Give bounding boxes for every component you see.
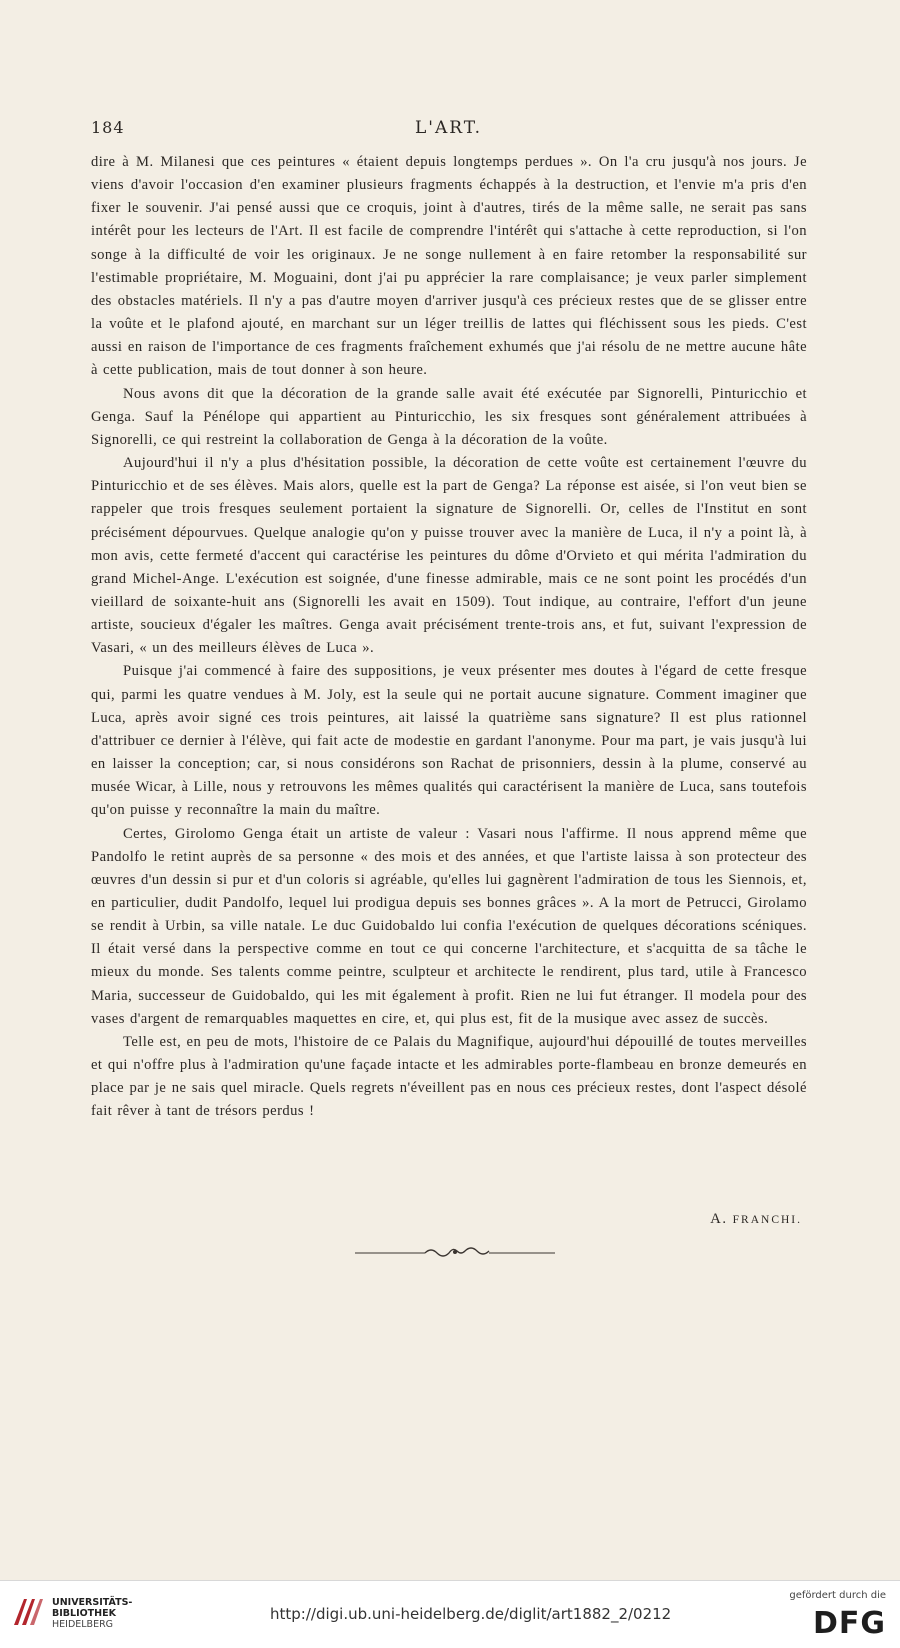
page-header bbox=[91, 118, 806, 140]
paragraph: Certes, Girolomo Genga était un artiste de valeur : Vasari nous l'affirme. Il nous apprend même que Pandolfo le retint auprès de sa personne « des mois et des années, et que l'artiste laissa à son protecteur des œuvres d'un dessin si pur et d'un coloris si agréable, qu'elles lui gagnèrent l'admiration de tous les Siennois, et, en particulier, dudit Pandolfo, lequel lui prodigua depuis ses bonnes grâces ». A la mort de Petrucci, Girolamo se rendit à Urbin, sa ville natale. Le duc Guidobaldo lui confia l'exécution de quelques décorations scéniques. Il était versé dans la perspective comme en tout ce qui concerne l'architecture, et s'acquitta de sa tâche le mieux du monde. Ses talents comme peintre, sculpteur et architecte le rendirent, plus tard, utile à Francesco Maria, successeur de Guidobaldo, qui les mit également à profit. Rien ne lui fut étranger. Il modela pour des vases d'argent de remarquables maquettes en cire, et, qui plus est, fit de la musique avec assez de succès. bbox=[91, 825, 807, 1027]
permalink-url[interactable]: http://digi.ub.uni-heidelberg.de/diglit/art1882_2/0212 bbox=[270, 1605, 672, 1623]
author-name: FRANCHI. bbox=[732, 1214, 802, 1226]
page-number: 184 bbox=[91, 118, 125, 137]
viewer-footer bbox=[0, 1580, 900, 1648]
funded-by-label: gefördert durch die bbox=[789, 1590, 886, 1601]
article-body bbox=[91, 151, 807, 1124]
paragraph: Telle est, en peu de mots, l'histoire de ce Palais du Magnifique, aujourd'hui dépouillé de toutes merveilles et qui n'offre plus à l'admiration qu'une façade intacte et les admirables porte-flambeau en bronze demeurés en place par je ne sais quel miracle. Quels regrets n'éveillent pas en nous ces précieux restes, dont l'aspect désolé fait rêver à tant de trésors perdus ! bbox=[91, 1033, 807, 1120]
dfg-logo: DFG bbox=[812, 1606, 886, 1641]
running-title: L'ART. bbox=[415, 118, 482, 138]
author-signature bbox=[710, 1211, 802, 1228]
paragraph: Nous avons dit que la décoration de la grande salle avait été exécutée par Signorelli, Pinturicchio et Genga. Sauf la Pénélope qui appartient au Pinturicchio, les six fresques sont généralement attribuées à Signorelli, ce qui restreint la collaboration de Genga à la décoration de la voûte. bbox=[91, 385, 807, 448]
author-initial: A. bbox=[710, 1211, 728, 1227]
paragraph: Aujourd'hui il n'y a plus d'hésitation possible, la décoration de cette voûte est certainement l'œuvre du Pinturicchio et de ses élèves. Mais alors, quelle est la part de Genga? La réponse est aisée, si l'on veut bien se rappeler que trois fresques seulement portaient la signature de Signorelli. Or, celles de l'Institut en sont précisément dépourvues. Quelque analogie qu'on y puisse trouver avec la manière de Luca, il n'y a point là, à mon avis, cette fermeté d'accent qui caractérise les peintures du dôme d'Orvieto et qui mérita l'admiration du grand Michel-Ange. L'exécution est soignée, d'une finesse admirable, mais ce ne sont point les procédés d'un vieillard de soixante-huit ans (Signorelli les avait en 1509). Tout indique, au contraire, l'effort d'un jeune artiste, soucieux d'égaler les maîtres. Genga avait précisément trente-trois ans, et fut, suivant l'expression de Vasari, « un des meilleurs élèves de Luca ». bbox=[91, 455, 807, 657]
paragraph: Puisque j'ai commencé à faire des suppositions, je veux présenter mes doutes à l'égard de cette fresque qui, parmi les quatre vendues à M. Joly, est la seule qui ne portait aucune signature. Comment imaginer que Luca, après avoir signé ces trois peintures, ait laissé la quatrième sans signature? Il est plus rationnel d'attribuer ce dernier à l'élève, qui fait acte de modestie en gardant l'anonyme. Pour ma part, je vais jusqu'à lui en laisser la conception; car, si nous considérons son Rachat de prisonniers, dessin à la plume, conservé au musée Wicar, à Lille, nous y retrouvons les mêmes qualités qui caractérisent la manière de Luca, sans toutefois qu'on puisse y reconnaître la main du maître. bbox=[91, 663, 807, 819]
end-ornament-icon bbox=[355, 1244, 555, 1262]
paragraph: dire à M. Milanesi que ces peintures « étaient depuis longtemps perdues ». On l'a cru jusqu'à nos jours. Je viens d'avoir l'occasion d'en examiner plusieurs fragments échappés à la destruction, et l'envie m'a pris d'en fixer le souvenir. J'ai pensé aussi que ce croquis, joint à d'autres, tirés de la même salle, ne serait pas sans intérêt pour les lecteurs de l'Art. Il est facile de comprendre l'intérêt qui s'attache à cette reproduction, si l'on songe à la difficulté de voir les originaux. Je ne songe nullement à en faire retomber la responsabilité sur l'estimable propriétaire, M. Moguaini, dont j'ai pu apprécier la rare complaisance; je veux parler simplement des obstacles matériels. Il n'y a pas d'autre moyen d'arriver jusqu'à ces précieux restes que de se glisser entre la voûte et le plafond ajouté, en marchant sur un léger treillis de lattes qui fléchissent sous les pieds. C'est aussi en raison de l'importance de ces fragments fraîchement exhumés que j'ai résolu de ne mettre aucune hâte à cette publication, mais de tout donner à son heure. bbox=[91, 154, 807, 379]
university-library-logo-icon bbox=[10, 1595, 44, 1629]
library-name: UNIVERSITÄTS- BIBLIOTHEK HEIDELBERG bbox=[52, 1597, 133, 1630]
